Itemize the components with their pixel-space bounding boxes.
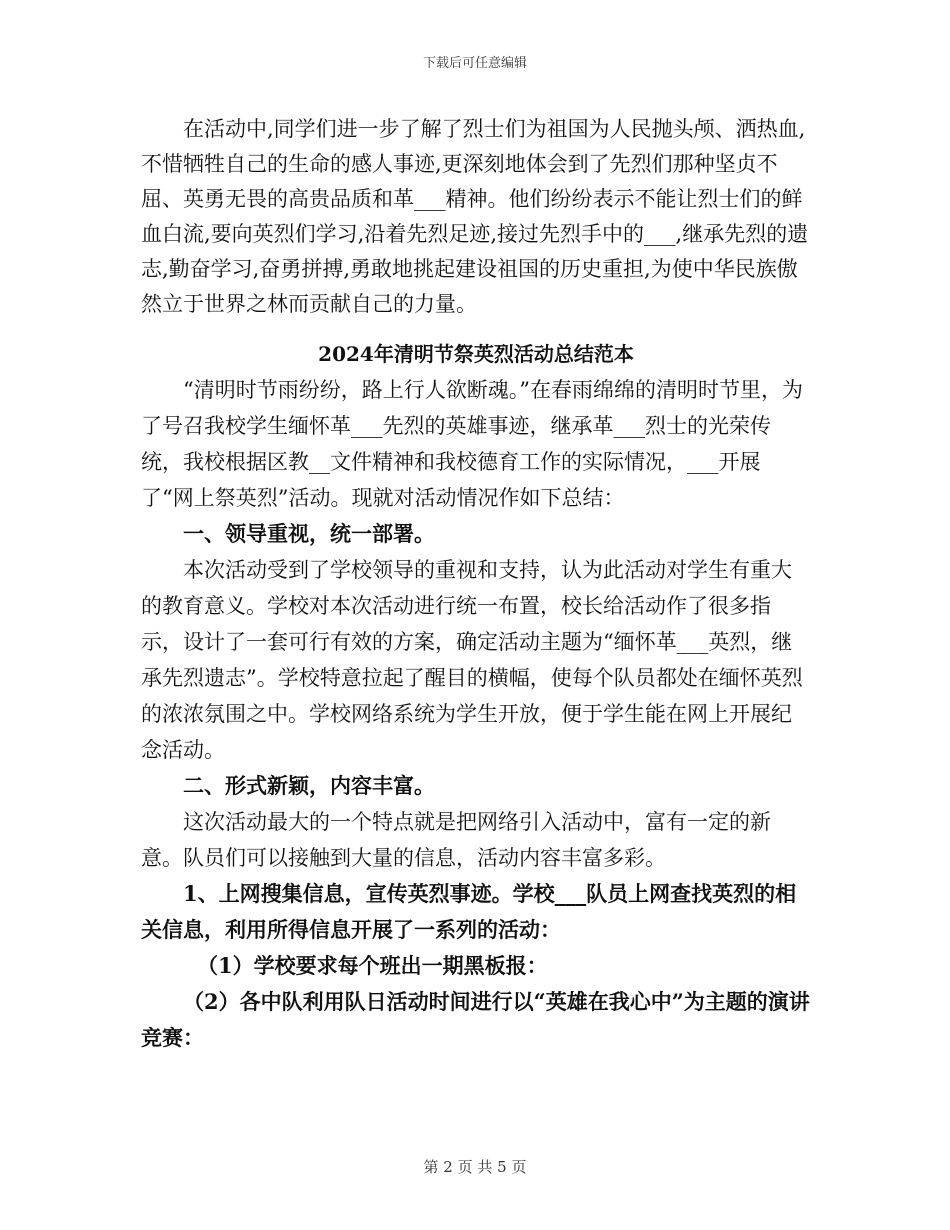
paragraph-leadership: 本次活动受到了学校领导的重视和支持，认为此活动对学生有重大的教育意义。学校对本次活动进行统一布置，校长给活动作了很多指示，设计了一套可行有效的方案，确定活动主题为“缅怀革___英烈，继承先烈遗志”。学校特意拉起了醒目的横幅，使每个队员都处在缅怀英烈的浓浓氛围之中。学校网络系统为学生开放，便于学生能在网上开展纪念活动。: [141, 558, 803, 762]
paragraph-format: 这次活动最大的一个特点就是把网络引入活动中，富有一定的新意。队员们可以接触到大量的信息，活动内容丰富多彩。: [141, 810, 771, 870]
paragraph-subitem-1: （1）学校要求每个班出一期黑板报：: [197, 953, 548, 978]
intro-paragraph: 在活动中,同学们进一步了解了烈士们为祖国为人民抛头颅、洒热血,不惜牺牲自己的生命的感人事迹,更深刻地体会到了先烈们那种坚贞不屈、英勇无畏的高贵品质和革___精神。他们纷纷表示不能让烈士们的鲜血白流,要向英烈们学习,沿着先烈足迹,接过先烈手中的___,继承先烈的遗志,勤奋学习,奋勇拼搏,勇敢地挑起建设祖国的历史重担,为使中华民族傲然立于世界之林而贡献自己的力量。: [141, 117, 809, 316]
article: [141, 372, 811, 1056]
document-title: 2024年清明节祭英烈活动总结范本: [318, 342, 634, 366]
page-footer: 第 2 页 共 5 页: [423, 1158, 527, 1176]
paragraph-item-1: 1、上网搜集信息，宣传英烈事迹。学校___队员上网查找英烈的相关信息，利用所得信息开展了一系列的活动：: [141, 881, 797, 942]
heading-format: 二、形式新颖，内容丰富。: [183, 773, 435, 798]
paragraph-subitem-2: （2）各中队利用队日活动时间进行以“英雄在我心中”为主题的演讲竞赛：: [141, 989, 810, 1050]
page-header: 下载后可任意编辑: [422, 56, 527, 71]
paragraph-opening: “清明时节雨纷纷，路上行人欲断魂。”在春雨绵绵的清明时节里，为了号召我校学生缅怀革___先烈的英雄事迹，继承革___烈士的光荣传统，我校根据区教__文件精神和我校德育工作的实际情况，___开展了“网上祭英烈”活动。现就对活动情况作如下总结：: [141, 378, 803, 510]
heading-leadership: 一、领导重视，统一部署。: [183, 521, 435, 546]
document-body: [141, 112, 811, 1056]
